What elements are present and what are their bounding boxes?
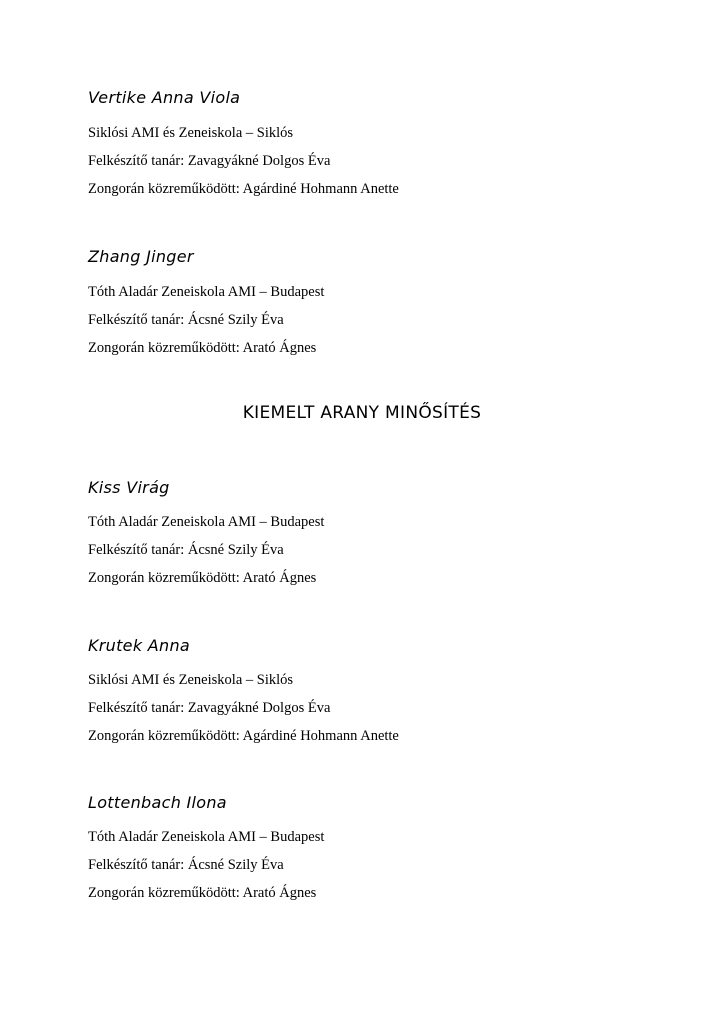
- entry-name: Krutek Anna: [88, 636, 191, 655]
- entry-school: Tóth Aladár Zeneiskola AMI – Budapest: [88, 514, 325, 530]
- entry-school: Siklósi AMI és Zeneiskola – Siklós: [88, 125, 294, 141]
- entry-teacher: Felkészítő tanár: Ácsné Szily Éva: [88, 542, 284, 558]
- section-heading: KIEMELT ARANY MINŐSÍTÉS: [242, 403, 482, 423]
- entry-accompanist: Zongorán közreműködött: Arató Ágnes: [88, 570, 317, 586]
- entry-accompanist: Zongorán közreműködött: Agárdiné Hohmann Anette: [88, 181, 399, 197]
- entry-teacher: Felkészítő tanár: Zavagyákné Dolgos Éva: [88, 153, 331, 169]
- entry-accompanist: Zongorán közreműködött: Arató Ágnes: [88, 885, 317, 901]
- entry-school: Siklósi AMI és Zeneiskola – Siklós: [88, 672, 294, 688]
- entry-name: Vertike Anna Viola: [88, 88, 241, 107]
- entry-accompanist: Zongorán közreműködött: Agárdiné Hohmann Anette: [88, 728, 399, 744]
- entry-name: Zhang Jinger: [88, 247, 194, 266]
- entry-accompanist: Zongorán közreműködött: Arató Ágnes: [88, 340, 317, 356]
- entry-teacher: Felkészítő tanár: Zavagyákné Dolgos Éva: [88, 700, 331, 716]
- entry-teacher: Felkészítő tanár: Ácsné Szily Éva: [88, 857, 284, 873]
- entry-school: Tóth Aladár Zeneiskola AMI – Budapest: [88, 829, 325, 845]
- entry-name: Kiss Virág: [88, 478, 170, 497]
- entry-name: Lottenbach Ilona: [88, 793, 227, 812]
- entry-teacher: Felkészítő tanár: Ácsné Szily Éva: [88, 312, 284, 328]
- entry-school: Tóth Aladár Zeneiskola AMI – Budapest: [88, 284, 325, 300]
